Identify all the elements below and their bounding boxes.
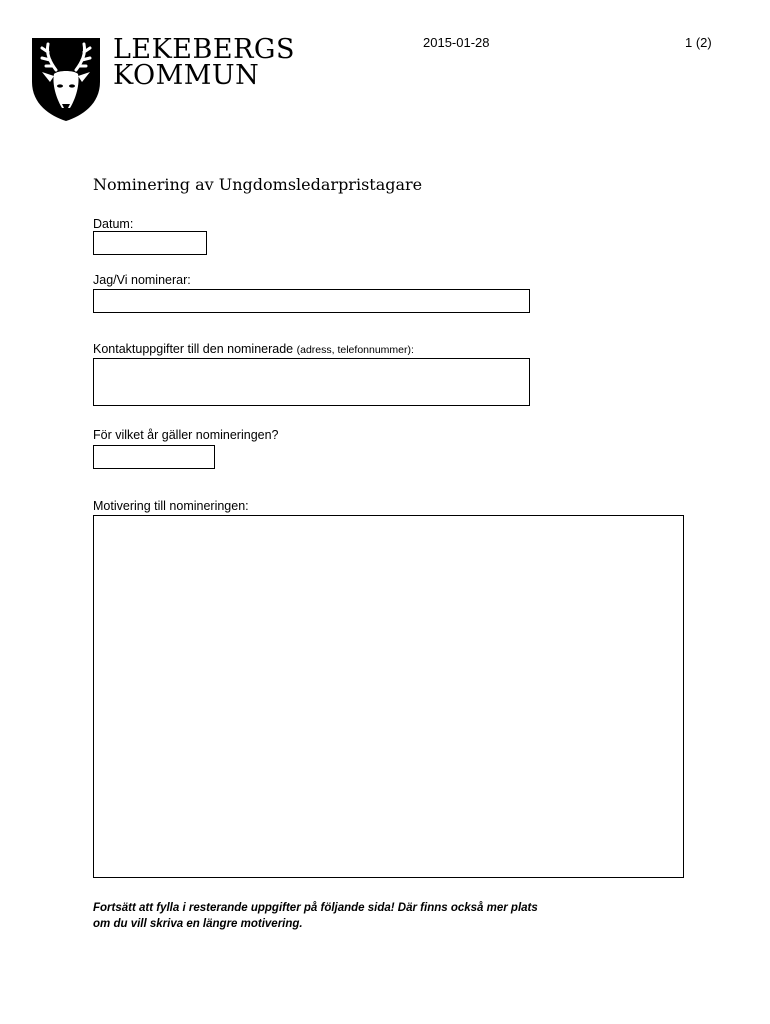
page-number: 1 (2) xyxy=(685,35,712,50)
nominerar-label: Jag/Vi nominerar: xyxy=(93,273,191,287)
ar-label: För vilket år gäller nomineringen? xyxy=(93,428,279,442)
note-line-1: Fortsätt att fylla i resterande uppgifter på följande sida! Där finns också mer plats xyxy=(93,902,538,914)
motivering-label: Motivering till nomineringen: xyxy=(93,499,249,513)
kontakt-label-text: Kontaktuppgifter till den nominerade xyxy=(93,342,294,356)
ar-field[interactable] xyxy=(93,445,215,469)
kontakt-hint: (adress, telefonnummer): xyxy=(296,344,414,356)
kontakt-label xyxy=(93,342,414,356)
datum-label: Datum: xyxy=(93,217,134,231)
document-date: 2015-01-28 xyxy=(423,35,490,50)
continuation-note xyxy=(93,900,538,932)
kontakt-field[interactable] xyxy=(93,358,530,406)
datum-field[interactable] xyxy=(93,231,207,255)
nominerar-field[interactable] xyxy=(93,289,530,313)
org-name-line-2: KOMMUN xyxy=(113,60,260,91)
page-title: Nominering av Ungdomsledarpristagare xyxy=(93,175,423,194)
crest-logo-icon xyxy=(30,36,102,122)
motivering-field[interactable] xyxy=(93,515,684,878)
note-line-2: om du vill skriva en längre motivering. xyxy=(93,918,303,930)
org-name-line-1: LEKEBERGS xyxy=(113,34,295,65)
